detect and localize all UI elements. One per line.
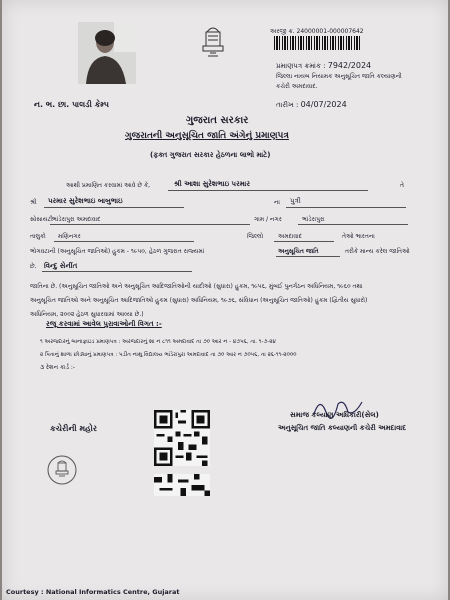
certificate-title: ગુજરાતની અનુસૂચિત જાતિ અંગેનું પ્રમાણપત્ર — [125, 131, 289, 141]
society: ભાંડેરાપુરા અમદાવાદ — [52, 216, 101, 223]
taluka-label: તાલુકો — [30, 233, 46, 240]
certify-prefix: આથી પ્રમાણિત કરવામાં આવે છે કે, — [66, 182, 151, 189]
state-label: તેઓ ભારતના — [342, 233, 375, 240]
documents-heading: રજૂ કરવામાં આવેલ પુરાવાઓની વિગત :- — [46, 320, 162, 328]
signing-department: અનુસૂચિત જાતિ કલ્યાણની કચેરી અમદાવાદ — [278, 424, 407, 432]
holder-name: શ્રી આશા સુરેશભાઇ પરમાર — [174, 180, 250, 188]
father-prefix: શ્રી — [30, 199, 37, 206]
seal-label: કચેરીની મહોર — [50, 424, 97, 433]
legal-para-2: અનુસૂચિત જાતિઓ અને અનુસૂચિત આદિજાતિઓ હુકમ (સુધારા) અધિનિયમ, ૧૯૭૬, સંવિધાન (અનુસૂચિત જાતિઓ) હુકમ (દ્વિતીય સુધારો) — [30, 297, 368, 304]
application-barcode — [274, 36, 362, 50]
relation-label: ના — [274, 199, 280, 206]
cert-no-label: પ્રમાણપત્ર ક્રમાંક — [276, 62, 321, 70]
application-no-label: અરજી ક્ર. — [270, 28, 295, 35]
applicant-photo — [78, 22, 136, 84]
village: ભાંડેરાપુરા — [302, 216, 325, 223]
caste-order-suffix: તરીકે માન્ય કરેલ જાતિઓ — [345, 248, 410, 255]
office-seal-icon — [46, 454, 78, 486]
caste-label: છે. — [30, 263, 37, 270]
state-emblem-icon — [190, 22, 236, 68]
qr-code-icon — [154, 474, 210, 496]
village-label: ગામ / નગર — [254, 216, 282, 223]
caste-order-text: ભોગવટાની (અનુસૂચિત જાતિઓ) હુકમ - ૧૯૫૦, હેઠળ ગુજરાત રાજ્યમાં — [30, 248, 205, 255]
taluka: મણિનગર — [58, 233, 81, 240]
district-label: જિલ્લો — [247, 233, 264, 240]
society-label: સોસાયટી — [30, 216, 53, 223]
issuer-line2: કચેરી અમદાવાદ. — [276, 83, 318, 90]
caste-category: અનુસૂચિત જાતિ — [278, 248, 319, 255]
issue-date: 04/07/2024 — [300, 100, 347, 109]
date-label: તારીખ : — [276, 101, 299, 109]
document-item-3: ૩ રેશન કાર્ડ :- — [40, 364, 76, 371]
government-title: ગુજરાત સરકાર — [186, 115, 249, 126]
relation: પુત્રી — [290, 197, 301, 205]
certificate-subtitle: (ફક્ત ગુજરાત સરકાર હેઠળના લાભો માટે) — [150, 151, 271, 159]
document-item-1: ૧ અરજદારનું બાનાફાઇડ પ્રમાણપત્ર : અરજદારનું શા ન ૮૧૧ અમદાવાદ તા ૭૦ આર ન - ૪૭૫૬, તા. ૧-૭-૨૪ — [40, 339, 276, 345]
office-name: ન. ભ. છા. પાલડી કેમ્પ — [34, 100, 109, 109]
document-item-2: ૨ પિતાનું શાળા છોડ્યાનું પ્રમાણપત્ર : પડીત નાથુ વિદ્યાલય ભાંડેરાપુરા અમદાવાદ તા ૭૦ આર ન ૭૦૫૬, તા ૨૬-૧૧-૨૦૦૦ — [40, 352, 297, 358]
qr-code-icon — [154, 410, 210, 466]
footer-courtesy: Courtesy : National Informatics Centre, Gujarat — [6, 588, 180, 596]
legal-para-1: જાતિના છે. (અનુસૂચિત જાતિઓ અને અનુસૂચિત આદિજાતિઓની યાદીઓ (સુધારા) હુકમ, ૧૯૫૬, મુંબઈ પુનર્ગઠન અધિનિયમ, ૧૯૬૦ તથા — [30, 283, 363, 290]
issuer-line1: જિલ્લા નાયબ નિયામક અનુસૂચિત જાતિ કલ્યાણની — [276, 73, 402, 80]
father-name: પરમાર સુરેશભાઇ બાબુભાઇ — [48, 197, 123, 205]
cert-no: 7942/2024 — [327, 61, 372, 70]
legal-para-3: અધિનિયમ, ૨૦૦૨ હેઠળ સુધારવામાં આવ્યા છે.) — [30, 311, 144, 318]
caste-name: વિન્દુ સેનીંત — [44, 262, 78, 270]
name-suffix: તે — [400, 182, 404, 189]
certificate-sheet: અરજી ક્ર. 24000001-000007642 પ્રમાણપત્ર ક્રમાંક : 7942/2024 જિલ્લા નાયબ નિયામક અનુસૂચિત જાતિ કલ્યાણની કચેરી અમદાવાદ. તારીખ : 04/07/2024 ન. ભ. છા. પાલડી કેમ્પ ગુજરાત સરકાર ગુજરાતની અનુસૂચિત જાતિ અંગેનું પ્રમાણપત્ર (ફક્ત ગુજરાત સરકાર હેઠળના લાભો માટે) આથી પ્રમાણિત કરવામાં આવે છે કે, શ્રી આશા સુરેશભાઇ પરમાર તે શ્રી પરમાર સુરેશભાઇ બાબુભાઇ ના પુત્રી સોસાયટી ભાંડેરાપુરા અમદાવાદ ગામ / નગર ભાંડેરાપુરા તાલુકો મણિનગર જિલ્લો અમદાવાદ તેઓ ભારતના ભોગવટાની (અનુસૂચિત જાતિઓ) હુકમ - ૧૯૫૦, હેઠળ ગુજરાત રાજ્યમાં અનુસૂચિત જાતિ તરીકે માન્ય કરેલ જાતિઓ છે. વિન્દુ સેનીંત જાતિના છે. (અનુસૂચિત જાતિઓ અને અનુસૂચિત આદિજાતિઓની યાદીઓ (સુધારા) હુકમ, ૧૯૫૬, મુંબઈ પુનર્ગઠન અધિનિયમ, ૧૯૬૦ તથા અનુસૂચિત જાતિઓ અને અનુસૂચિત આદિજાતિઓ હુકમ (સુધારા) અધિનિયમ, ૧૯૭૬, સંવિધાન (અનુસૂચિત જાતિઓ) હુકમ (દ્વિતીય સુધારો) અધિનિયમ, ૨૦૦૨ હેઠળ સુધારવામાં આવ્યા છે.) રજૂ કરવામાં આવેલ પુરાવાઓની વિગત :- ૧ અરજદારનું બાનાફાઇડ પ્રમાણપત્ર : અરજદારનું શા ન ૮૧૧ અમદાવાદ તા ૭૦ આર ન - ૪૭૫૬, તા. ૧-૭-૨૪ ૨ પિતાનું શાળા છોડ્યાનું પ્રમાણપત્ર : પડીત નાથુ વિદ્યાલય ભાંડેરાપુરા અમદાવાદ તા ૭૦ આર ન ૭૦૫૬, તા ૨૬-૧૧-૨૦૦૦ ૩ રેશન કાર્ડ :- કચેરીની મહોર સમાજ કલ્યાણ અધિકારી(સેલ) અનુસૂચિત જાતિ કલ્યાણની કચેરી અમદાવાદ Courtesy : National Informatics Centre, Gujarat — [2, 0, 448, 600]
signing-officer: સમાજ કલ્યાણ અધિકારી(સેલ) — [290, 411, 379, 419]
application-no: 24000001-000007642 — [296, 28, 364, 35]
district: અમદાવાદ — [278, 233, 302, 240]
